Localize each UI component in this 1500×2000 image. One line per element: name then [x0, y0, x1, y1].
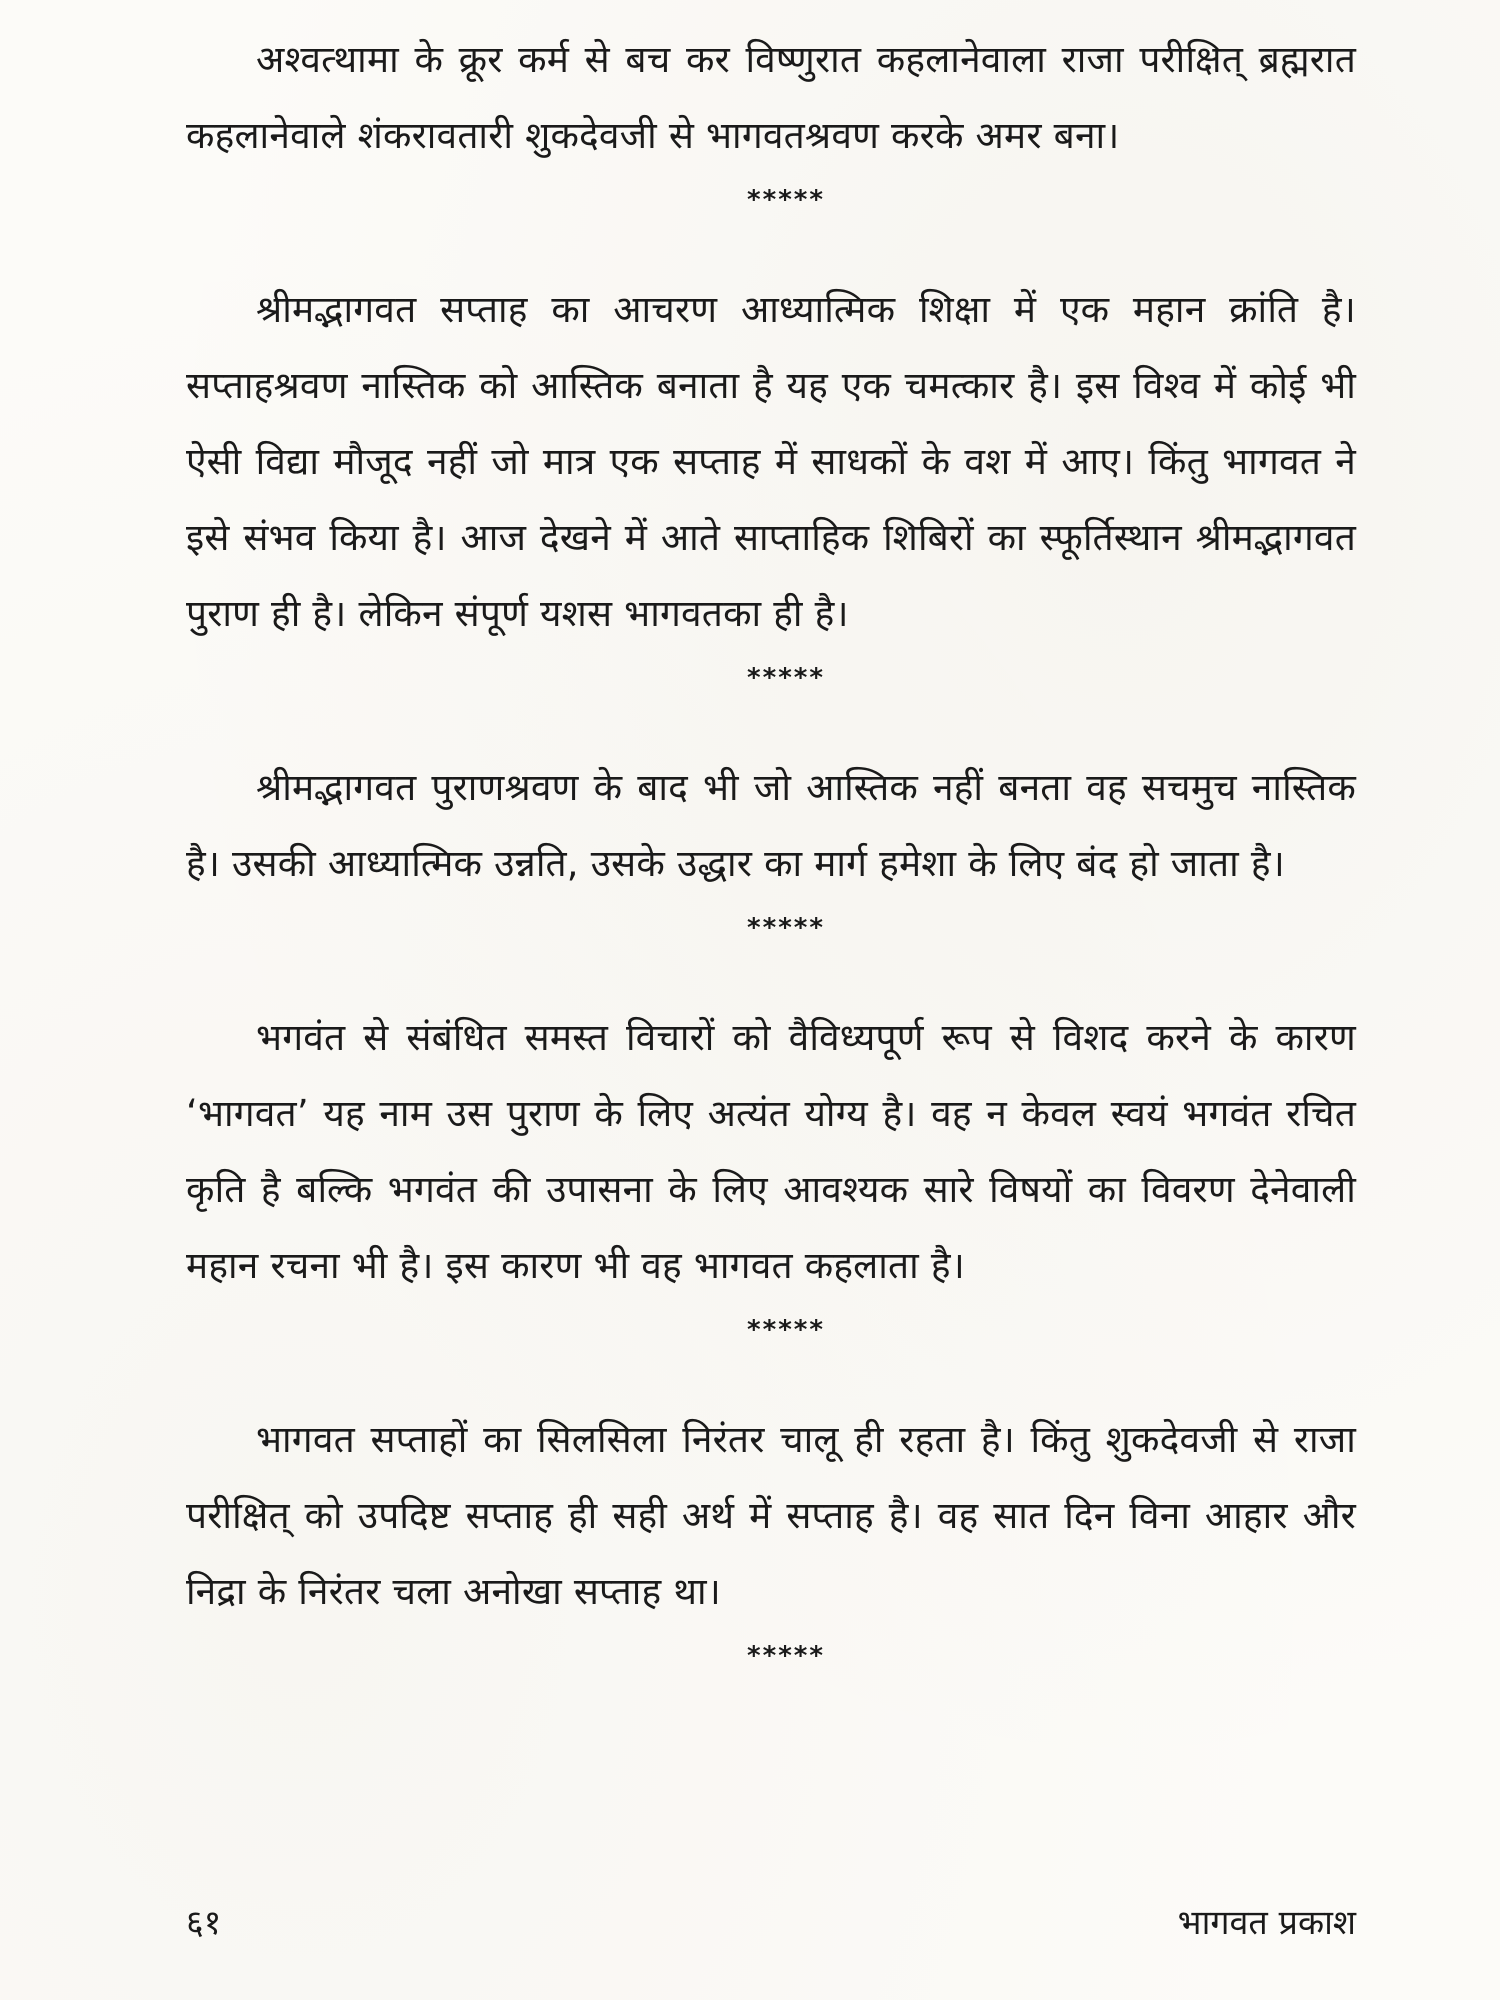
section-separator: ***** — [747, 913, 825, 943]
section-separator: ***** — [747, 185, 825, 215]
page-content — [186, 22, 1356, 1676]
paragraph-5: भागवत सप्ताहों का सिलसिला निरंतर चालू ही रहता है। किंतु शुकदेवजी से राजा परीक्षित् को उपदिष्ट सप्ताह ही सही अर्थ में सप्ताह है। वह सात दिन विना आहार और निद्रा के निरंतर चला अनोखा सप्ताह था। — [186, 1418, 1356, 1613]
section-separator: ***** — [747, 1315, 825, 1345]
page-footer — [186, 1898, 1356, 1954]
page-number: ६१ — [186, 1903, 222, 1943]
paragraph-1: अश्वत्थामा के क्रूर कर्म से बच कर विष्णुरात कहलानेवाला राजा परीक्षित् ब्रह्मरात कहलानेवाले शंकरावतारी शुकदेवजी से भागवतश्रवण करके अमर बना। — [186, 38, 1356, 157]
book-title: भागवत प्रकाश — [1177, 1903, 1356, 1943]
section-separator: ***** — [747, 1641, 825, 1671]
paragraph-2: श्रीमद्भागवत सप्ताह का आचरण आध्यात्मिक शिक्षा में एक महान क्रांति है। सप्ताहश्रवण नास्तिक को आस्तिक बनाता है यह एक चमत्कार है। इस विश्व में कोई भी ऐसी विद्या मौजूद नहीं जो मात्र एक सप्ताह में साधकों के वश में आए। किंतु भागवत ने इसे संभव किया है। आज देखने में आते साप्ताहिक शिबिरों का स्फूर्तिस्थान श्रीमद्भागवत पुराण ही है। लेकिन संपूर्ण यशस भागवतका ही है। — [186, 288, 1356, 635]
paragraph-3: श्रीमद्भागवत पुराणश्रवण के बाद भी जो आस्तिक नहीं बनता वह सचमुच नास्तिक है। उसकी आध्यात्मिक उन्नति, उसके उद्धार का मार्ग हमेशा के लिए बंद हो जाता है। — [186, 766, 1356, 885]
section-separator: ***** — [747, 663, 825, 693]
paragraph-4: भगवंत से संबंधित समस्त विचारों को वैविध्यपूर्ण रूप से विशद करने के कारण ‘भागवत’ यह नाम उस पुराण के लिए अत्यंत योग्य है। वह न केवल स्वयं भगवंत रचित कृति है बल्कि भगवंत की उपासना के लिए आवश्यक सारे विषयों का विवरण देनेवाली महान रचना भी है। इस कारण भी वह भागवत कहलाता है। — [186, 1016, 1356, 1287]
